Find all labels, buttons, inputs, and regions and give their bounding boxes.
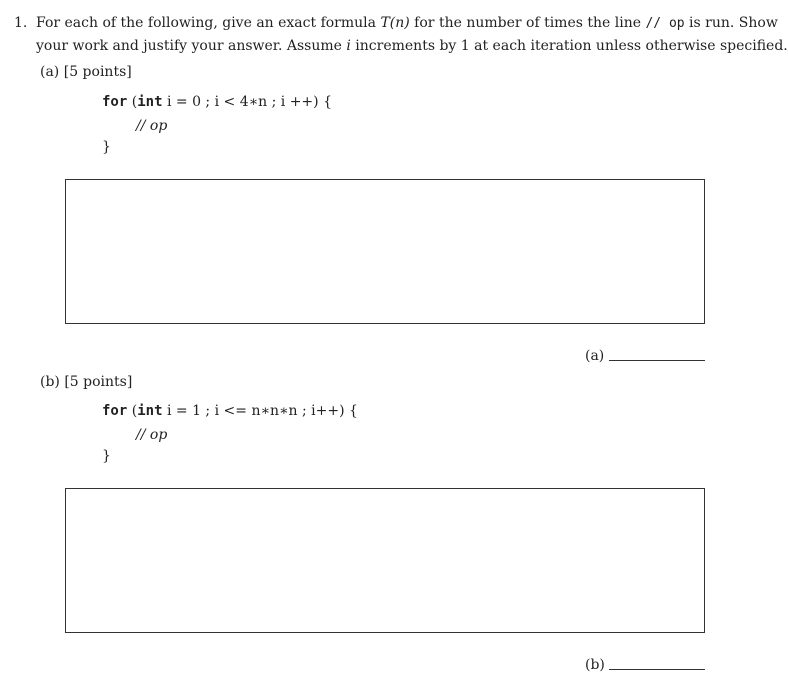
part-b-close-brace: }	[102, 448, 111, 464]
keyword-int: int	[137, 94, 163, 110]
question-text-1b: for the number of times the line	[409, 15, 646, 31]
question-text-2a: your work and justify your answer. Assume	[36, 38, 347, 54]
answer-box-a[interactable]	[65, 179, 705, 324]
part-a-loop-header	[102, 94, 332, 110]
part-b-heading	[40, 374, 132, 390]
part-a-comment: // op	[136, 118, 168, 134]
part-b-loop-header	[102, 403, 358, 419]
question-text-1a: For each of the following, give an exact formula	[36, 15, 381, 31]
loop-condition: i = 1 ; i <= n∗n∗n ; i++) {	[162, 403, 358, 419]
open-paren: (	[131, 94, 138, 110]
answer-label-b: (b)	[585, 657, 605, 673]
open-paren: (	[131, 403, 138, 419]
part-a-close-brace: }	[102, 139, 111, 155]
answer-line-a[interactable]	[609, 360, 705, 361]
keyword-int: int	[137, 403, 163, 419]
part-b-label: (b)	[40, 374, 60, 390]
loop-condition: i = 0 ; i < 4∗n ; i ++) {	[162, 94, 332, 110]
part-a-points: [5 points]	[63, 64, 132, 80]
part-b-points: [5 points]	[64, 374, 133, 390]
question-number: 1.	[14, 15, 28, 31]
part-a-label: (a)	[40, 64, 60, 80]
op-code: // op	[645, 16, 685, 31]
question-line-2	[36, 35, 788, 57]
answer-label-a: (a)	[585, 348, 605, 364]
question-text-1c: is run. Show	[684, 15, 778, 31]
var-i: i	[346, 38, 351, 54]
question-text-2b: increments by 1 at each iteration unless otherwise specified.	[350, 38, 788, 54]
answer-line-b[interactable]	[609, 669, 705, 670]
question-line-1	[36, 12, 778, 35]
part-b-comment: // op	[136, 427, 168, 443]
keyword-for: for	[102, 94, 128, 110]
answer-box-b[interactable]	[65, 488, 705, 633]
part-a-heading	[40, 64, 132, 80]
keyword-for: for	[102, 403, 128, 419]
formula-symbol: T(n)	[380, 15, 410, 31]
